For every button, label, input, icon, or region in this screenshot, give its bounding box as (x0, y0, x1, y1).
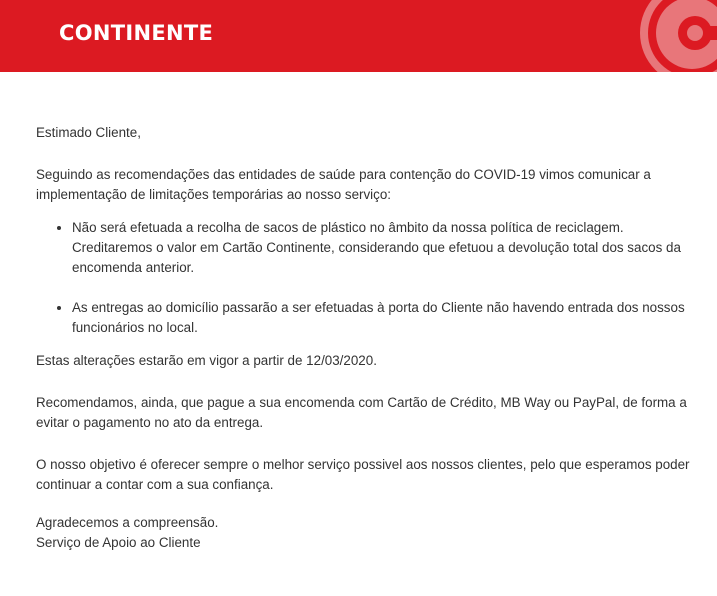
continente-logo: CONTINENTE (59, 21, 214, 45)
intro-paragraph: Seguindo as recomendações das entidades de saúde para contenção do COVID-19 vimos comunicar a implementação de limitações temporárias ao nosso serviço: (36, 167, 651, 202)
objective-paragraph: O nosso objetivo é oferecer sempre o melhor serviço possivel aos nossos clientes, pelo que esperamos poder continuar a contar com a sua confiança. (36, 457, 690, 492)
signature: Serviço de Apoio ao Cliente (36, 535, 201, 550)
greeting: Estimado Cliente, (36, 125, 141, 140)
email-header-banner (0, 0, 717, 72)
email-body (36, 123, 696, 553)
payment-paragraph: Recomendamos, ainda, que pague a sua encomenda com Cartão de Crédito, MB Way ou PayPal, de forma a evitar o pagamento no ato da entrega. (36, 395, 687, 430)
list-item: • Não será efetuada a recolha de sacos de plástico no âmbito da nossa política de reciclagem. Creditaremos o valor em Cartão Continente, considerando que efetuou a devolução total dos sacos da encomenda anterior. (72, 218, 696, 278)
thanks-line: Agradecemos a compreensão. (36, 515, 219, 530)
limitations-list (36, 218, 696, 338)
list-item: • As entregas ao domicílio passarão a ser efetuadas à porta do Cliente não havendo entrada dos nossos funcionários no local. (72, 298, 696, 338)
effective-date-paragraph: Estas alterações estarão em vigor a partir de 12/03/2020. (36, 353, 377, 368)
continente-c-mark-icon (637, 0, 717, 72)
